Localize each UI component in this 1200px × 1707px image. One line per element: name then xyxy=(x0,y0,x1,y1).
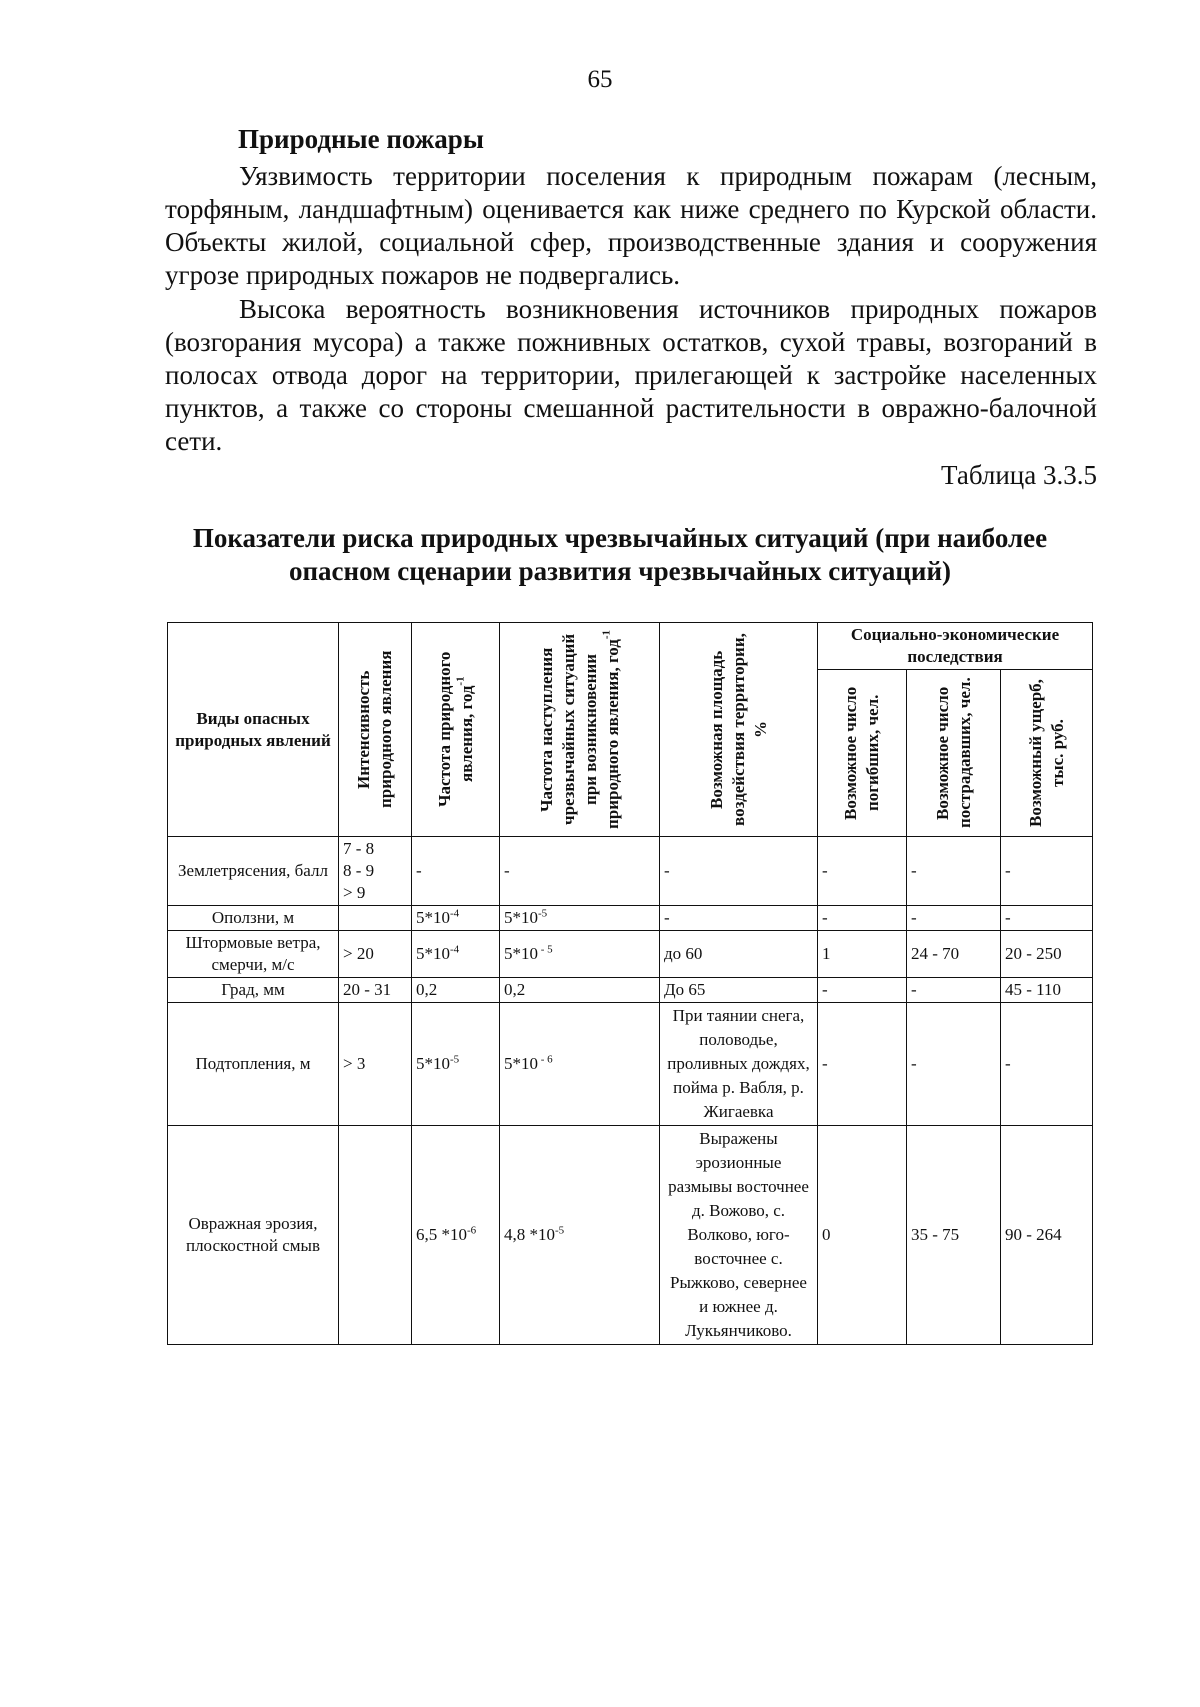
cell-es-frequency xyxy=(500,906,660,931)
frequency-value: 6,5 *10 xyxy=(416,1225,467,1244)
header-injured xyxy=(907,670,1001,837)
table-row xyxy=(168,931,1093,978)
header-deaths-text: Возможное число погибших, чел. xyxy=(841,686,882,820)
es-frequency-value: 0,2 xyxy=(504,980,526,999)
cell-damage: 90 - 264 xyxy=(1001,1126,1093,1345)
table-title-line: Показатели риска природных чрезвычайных ситуаций (при наиболее xyxy=(192,523,1048,553)
table-row xyxy=(168,837,1093,906)
table-row xyxy=(168,906,1093,931)
header-social-group: Социально-экономические последствия xyxy=(818,623,1093,670)
cell-damage: - xyxy=(1001,906,1093,931)
cell-intensity: > 3 xyxy=(339,1003,412,1126)
cell-es-frequency xyxy=(500,1003,660,1126)
cell-damage: - xyxy=(1001,837,1093,906)
cell-type: Подтопления, м xyxy=(168,1003,339,1126)
frequency-exponent: -4 xyxy=(450,907,460,920)
es-frequency-exponent: -5 xyxy=(555,1224,565,1237)
cell-damage: 20 - 250 xyxy=(1001,931,1093,978)
cell-frequency xyxy=(412,931,500,978)
header-frequency-sup: -1 xyxy=(453,676,466,686)
header-es-frequency-sup: -1 xyxy=(599,629,612,640)
header-es-frequency-text xyxy=(536,624,624,835)
cell-area: до 60 xyxy=(660,931,818,978)
cell-area: - xyxy=(660,906,818,931)
es-frequency-value: - xyxy=(504,861,510,880)
cell-injured: - xyxy=(907,978,1001,1003)
cell-frequency xyxy=(412,837,500,906)
frequency-exponent: -5 xyxy=(450,1053,460,1066)
page-number: 65 xyxy=(587,66,613,93)
es-frequency-value: 5*10 xyxy=(504,908,538,927)
intensity-line: 7 - 8 xyxy=(343,839,375,858)
cell-frequency xyxy=(412,1126,500,1345)
cell-intensity: > 20 xyxy=(339,931,412,978)
cell-frequency xyxy=(412,906,500,931)
cell-injured: - xyxy=(907,906,1001,931)
es-frequency-exponent: -5 xyxy=(538,907,548,920)
es-frequency-value: 5*10 xyxy=(504,944,538,963)
header-intensity-text: Интенсивность природного явления xyxy=(354,650,395,809)
intensity-line: > 9 xyxy=(343,883,366,902)
cell-type: Оползни, м xyxy=(168,906,339,931)
frequency-value: 5*10 xyxy=(416,1054,450,1073)
header-deaths xyxy=(818,670,907,837)
header-damage xyxy=(1001,670,1093,837)
cell-intensity xyxy=(339,1126,412,1345)
cell-deaths: 0 xyxy=(818,1126,907,1345)
cell-intensity: 20 - 31 xyxy=(339,978,412,1003)
cell-type: Землетрясения, балл xyxy=(168,837,339,906)
es-frequency-exponent: - 6 xyxy=(538,1053,553,1066)
cell-injured: - xyxy=(907,837,1001,906)
intensity-line: 8 - 9 xyxy=(343,861,375,880)
cell-injured: 35 - 75 xyxy=(907,1126,1001,1345)
cell-area: - xyxy=(660,837,818,906)
cell-type: Овражная эрозия, плоскостной смыв xyxy=(168,1126,339,1345)
frequency-exponent: -4 xyxy=(450,943,460,956)
cell-intensity xyxy=(339,837,412,906)
cell-es-frequency xyxy=(500,931,660,978)
header-es-frequency xyxy=(500,623,660,837)
header-frequency-text xyxy=(434,624,478,835)
header-type: Виды опасных природных явлений xyxy=(168,623,339,837)
header-injured-text: Возможное число пострадавших, чел. xyxy=(932,677,974,829)
cell-deaths: - xyxy=(818,837,907,906)
header-damage-text: Возможный ущерб, тыс. руб. xyxy=(1025,679,1067,827)
cell-injured: - xyxy=(907,1003,1001,1126)
frequency-exponent: -6 xyxy=(467,1224,477,1237)
header-frequency xyxy=(412,623,500,837)
table-row xyxy=(168,1003,1093,1126)
table-row xyxy=(168,1126,1093,1345)
cell-deaths: - xyxy=(818,1003,907,1126)
frequency-value: 5*10 xyxy=(416,944,450,963)
cell-es-frequency xyxy=(500,1126,660,1345)
es-frequency-exponent: - 5 xyxy=(538,943,553,956)
cell-frequency xyxy=(412,1003,500,1126)
frequency-value: 0,2 xyxy=(416,980,438,999)
cell-area: Выражены эрозионные размывы восточнее д. Вожово, с. Волково, юго-восточнее с. Рыжково, севернее и южнее д. Лукьянчиково. xyxy=(660,1126,818,1345)
cell-injured: 24 - 70 xyxy=(907,931,1001,978)
risk-table xyxy=(167,622,1093,1345)
cell-frequency xyxy=(412,978,500,1003)
header-es-frequency-label: Частота наступления чрезвычайных ситуаций при возникновении природного явления, год xyxy=(536,633,622,830)
paragraph-vulnerability: Уязвимость территории поселения к природным пожарам (лесным, торфяным, ландшафтным) оценивается как ниже среднего по Курской области. Объекты жилой, социальной сфер, производственные здания и сооружения угрозе природных пожаров не подвергались. xyxy=(165,161,1097,290)
header-intensity xyxy=(339,623,412,837)
header-area-text: Возможная площадь воздействия территории, % xyxy=(706,633,770,826)
table-label: Таблица 3.3.5 xyxy=(941,460,1097,490)
cell-area: До 65 xyxy=(660,978,818,1003)
cell-es-frequency xyxy=(500,978,660,1003)
cell-type: Град, мм xyxy=(168,978,339,1003)
frequency-value: - xyxy=(416,861,422,880)
header-frequency-label: Частота природного явления, год xyxy=(434,651,476,808)
cell-damage: 45 - 110 xyxy=(1001,978,1093,1003)
paragraph-probability: Высока вероятность возникновения источников природных пожаров (возгорания мусора) а также пожнивных остатков, сухой травы, возгораний в полосах отвода дорог на территории, прилегающей к застройке населенных пунктов, а также со стороны смешанной растительности в овражно-балочной сети. xyxy=(165,294,1097,456)
cell-deaths: 1 xyxy=(818,931,907,978)
cell-deaths: - xyxy=(818,978,907,1003)
section-title: Природные пожары xyxy=(238,124,484,154)
header-area xyxy=(660,623,818,837)
cell-intensity xyxy=(339,906,412,931)
cell-damage: - xyxy=(1001,1003,1093,1126)
table-title xyxy=(130,522,1110,588)
cell-type: Штормовые ветра, смерчи, м/с xyxy=(168,931,339,978)
es-frequency-value: 4,8 *10 xyxy=(504,1225,555,1244)
table-row xyxy=(168,978,1093,1003)
table-title-line: опасном сценарии развития чрезвычайных ситуаций) xyxy=(288,556,952,586)
cell-deaths: - xyxy=(818,906,907,931)
es-frequency-value: 5*10 xyxy=(504,1054,538,1073)
cell-area: При таянии снега, половодье, проливных дождях, пойма р. Вабля, р. Жигаевка xyxy=(660,1003,818,1126)
frequency-value: 5*10 xyxy=(416,908,450,927)
cell-es-frequency xyxy=(500,837,660,906)
